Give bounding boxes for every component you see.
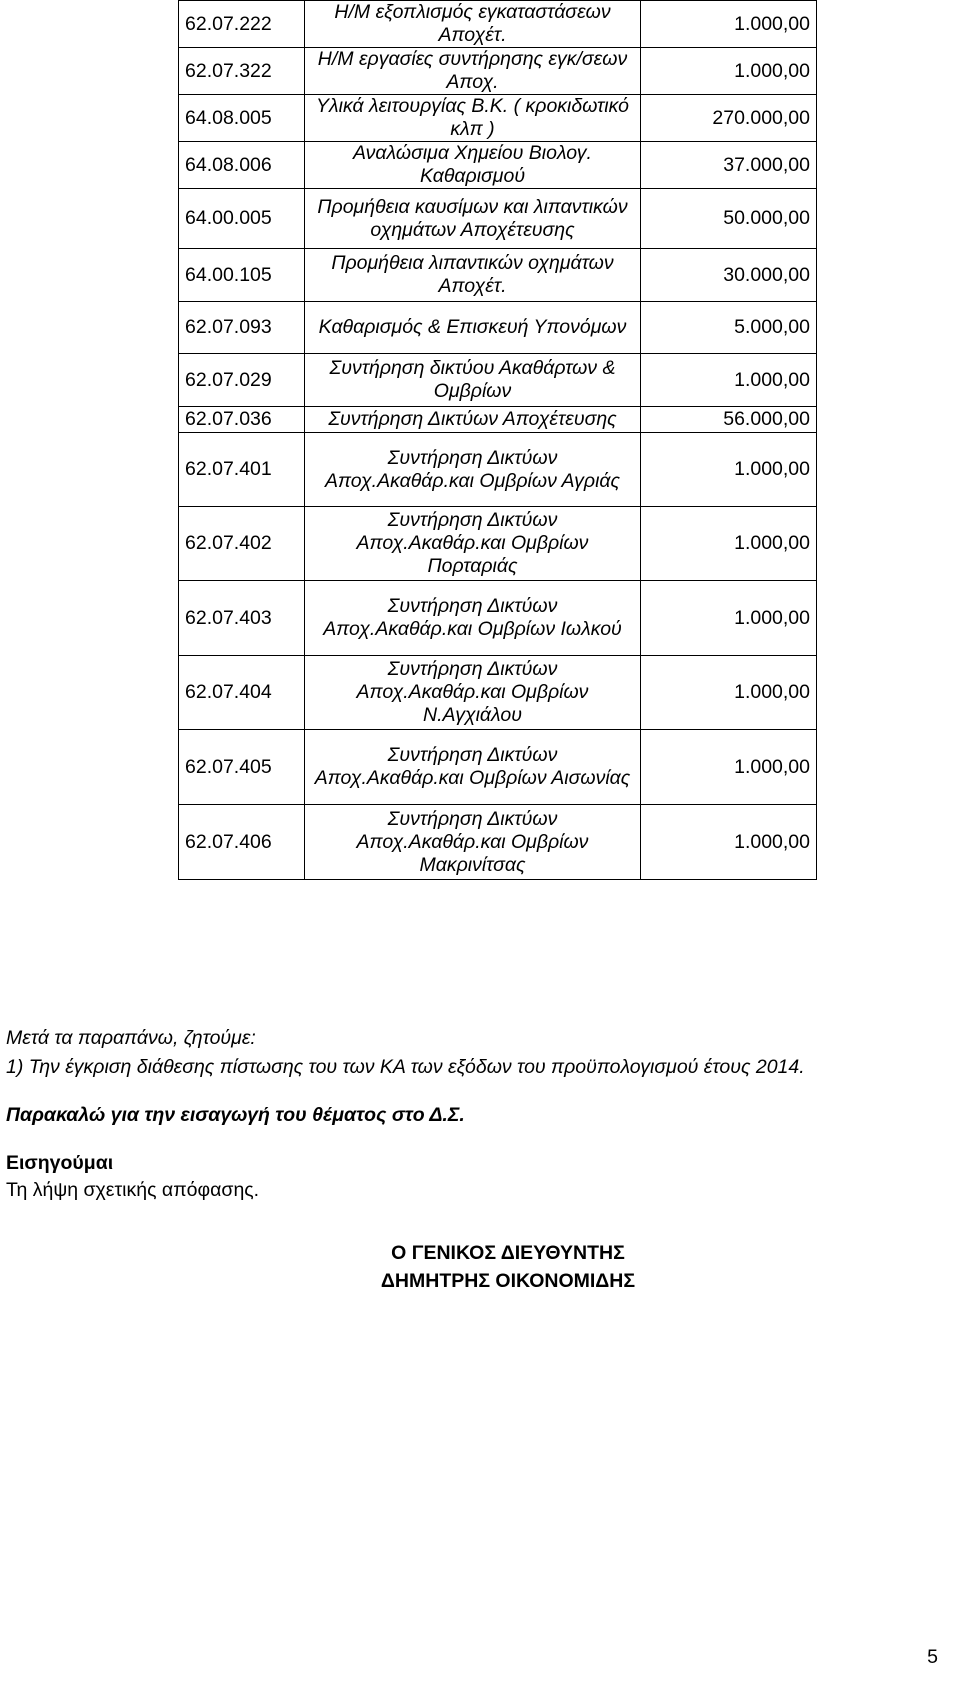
budget-table <box>178 0 817 880</box>
description-cell: Αναλώσιμα Χημείου Βιολογ. Καθαρισμού <box>305 142 641 189</box>
amount-cell: 56.000,00 <box>641 407 817 433</box>
account-code-cell: 64.00.005 <box>179 189 305 249</box>
amount-cell: 1.000,00 <box>641 730 817 805</box>
amount-cell: 37.000,00 <box>641 142 817 189</box>
description-cell: Υλικά λειτουργίας Β.Κ. ( κροκιδωτικό κλπ ) <box>305 95 641 142</box>
account-code-cell: 62.07.029 <box>179 354 305 407</box>
description-cell: Καθαρισμός & Επισκευή Υπονόμων <box>305 302 641 354</box>
request-item-1: 1) Την έγκριση διάθεσης πίστωσης του των ΚΑ των εξόδων του προϋπολογισμού έτους 2014. <box>6 1056 805 1078</box>
account-code-cell: 62.07.404 <box>179 656 305 730</box>
amount-cell: 1.000,00 <box>641 656 817 730</box>
account-code-cell: 62.07.406 <box>179 805 305 880</box>
account-code-cell: 62.07.093 <box>179 302 305 354</box>
signature-title: Ο ΓΕΝΙΚΟΣ ΔΙΕΥΘΥΝΤΗΣ <box>391 1242 625 1264</box>
table-row <box>179 48 817 95</box>
proposal-heading: Εισηγούμαι <box>6 1152 114 1174</box>
description-cell: Συντήρηση Δικτύων Αποχ.Ακαθάρ.και Ομβρίων Πορταριάς <box>305 507 641 581</box>
table-row <box>179 507 817 581</box>
table-row <box>179 1 817 48</box>
account-code-cell: 64.00.105 <box>179 249 305 302</box>
amount-cell: 1.000,00 <box>641 48 817 95</box>
agenda-request: Παρακαλώ για την εισαγωγή του θέματος στο Δ.Σ. <box>6 1104 465 1126</box>
amount-cell: 5.000,00 <box>641 302 817 354</box>
amount-cell: 50.000,00 <box>641 189 817 249</box>
table-row <box>179 189 817 249</box>
account-code-cell: 64.08.005 <box>179 95 305 142</box>
decision-text: Τη λήψη σχετικής απόφασης. <box>6 1179 260 1201</box>
amount-cell: 1.000,00 <box>641 805 817 880</box>
table-row <box>179 354 817 407</box>
amount-cell: 1.000,00 <box>641 433 817 507</box>
table-row <box>179 805 817 880</box>
amount-cell: 1.000,00 <box>641 1 817 48</box>
signature-block <box>0 1239 960 1295</box>
table-row <box>179 433 817 507</box>
budget-table-body <box>179 1 817 880</box>
description-cell: Συντήρηση Δικτύων Αποχ.Ακαθάρ.και Ομβρίων Μακρινίτσας <box>305 805 641 880</box>
signature-name: ΔΗΜΗΤΡΗΣ ΟΙΚΟΝΟΜΙΔΗΣ <box>380 1270 636 1292</box>
account-code-cell: 62.07.222 <box>179 1 305 48</box>
table-row <box>179 407 817 433</box>
amount-cell: 30.000,00 <box>641 249 817 302</box>
description-cell: Η/Μ εργασίες συντήρησης εγκ/σεων Αποχ. <box>305 48 641 95</box>
account-code-cell: 62.07.402 <box>179 507 305 581</box>
table-row <box>179 95 817 142</box>
budget-table-wrapper <box>178 0 817 880</box>
description-cell: Η/Μ εξοπλισμός εγκαταστάσεων Αποχέτ. <box>305 1 641 48</box>
table-row <box>179 656 817 730</box>
description-cell: Προμήθεια λιπαντικών οχημάτων Αποχέτ. <box>305 249 641 302</box>
amount-cell: 270.000,00 <box>641 95 817 142</box>
account-code-cell: 62.07.036 <box>179 407 305 433</box>
page-number: 5 <box>927 1646 938 1668</box>
table-row <box>179 142 817 189</box>
description-cell: Προμήθεια καυσίμων και λιπαντικών οχημάτων Αποχέτευσης <box>305 189 641 249</box>
account-code-cell: 62.07.405 <box>179 730 305 805</box>
table-row <box>179 730 817 805</box>
description-cell: Συντήρηση Δικτύων Αποχ.Ακαθάρ.και Ομβρίων Ν.Αγχιάλου <box>305 656 641 730</box>
table-row <box>179 249 817 302</box>
account-code-cell: 62.07.403 <box>179 581 305 656</box>
amount-cell: 1.000,00 <box>641 581 817 656</box>
description-cell: Συντήρηση Δικτύων Αποχέτευσης <box>305 407 641 433</box>
table-row <box>179 581 817 656</box>
amount-cell: 1.000,00 <box>641 507 817 581</box>
table-row <box>179 302 817 354</box>
account-code-cell: 62.07.322 <box>179 48 305 95</box>
amount-cell: 1.000,00 <box>641 354 817 407</box>
description-cell: Συντήρηση Δικτύων Αποχ.Ακαθάρ.και Ομβρίων Αγριάς <box>305 433 641 507</box>
account-code-cell: 62.07.401 <box>179 433 305 507</box>
description-cell: Συντήρηση δικτύου Ακαθάρτων & Ομβρίων <box>305 354 641 407</box>
description-cell: Συντήρηση Δικτύων Αποχ.Ακαθάρ.και Ομβρίων Ιωλκού <box>305 581 641 656</box>
description-cell: Συντήρηση Δικτύων Αποχ.Ακαθάρ.και Ομβρίων Αισωνίας <box>305 730 641 805</box>
account-code-cell: 64.08.006 <box>179 142 305 189</box>
intro-text: Μετά τα παραπάνω, ζητούμε: <box>6 1027 256 1049</box>
